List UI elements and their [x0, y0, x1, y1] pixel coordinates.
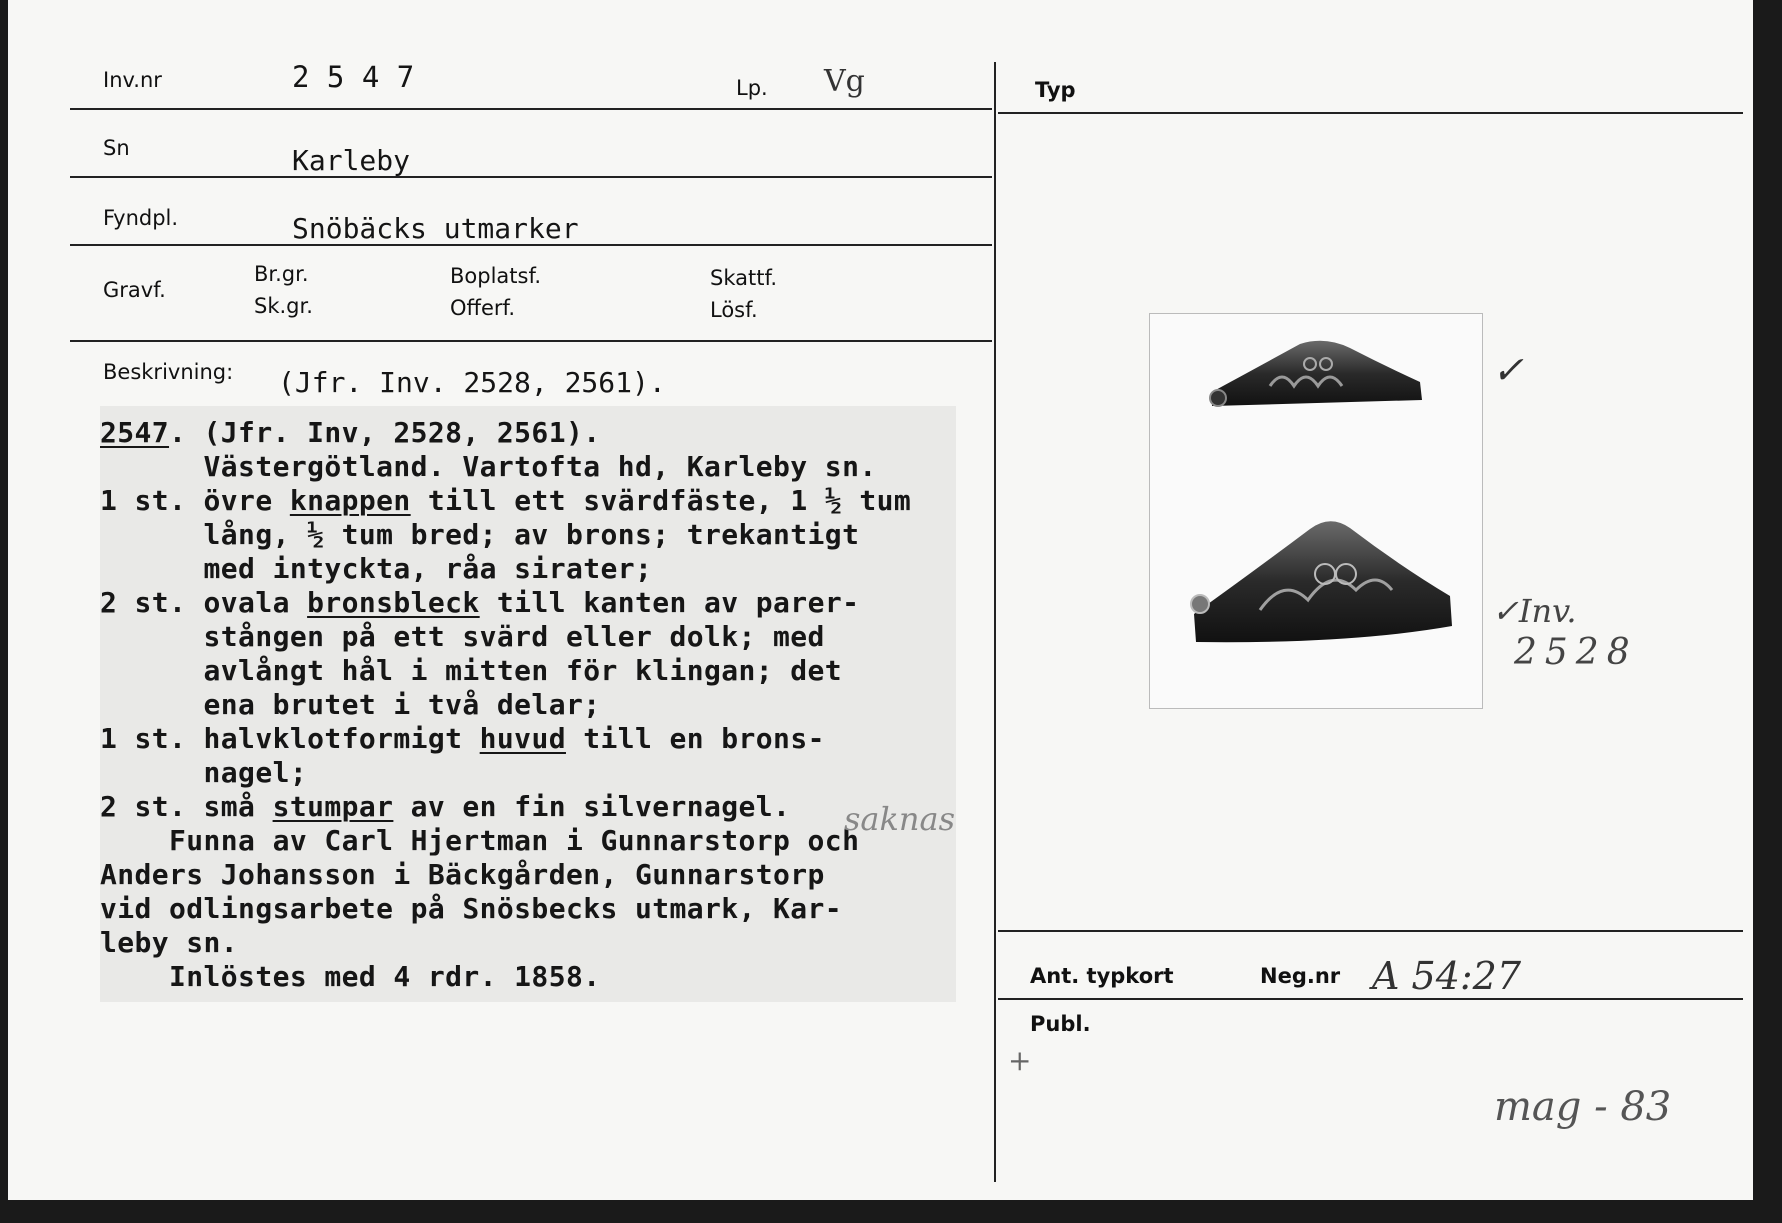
slip-line — [100, 586, 859, 619]
inv-note-line2: 2528 — [1514, 632, 1638, 673]
rule-typ — [998, 112, 1743, 114]
slip-text: av en fin silvernagel. — [393, 790, 791, 823]
beskrivning-label: Beskrivning: — [103, 360, 234, 384]
rule-inv — [70, 108, 992, 110]
negnr-value: A 54:27 — [1372, 954, 1522, 998]
slip-line: Västergötland. Vartofta hd, Karleby sn. — [100, 450, 877, 483]
slip-line — [100, 484, 911, 517]
losf-label: Lösf. — [710, 298, 758, 322]
lp-value: Vg — [824, 64, 865, 99]
slip-line: Funna av Carl Hjertman i Gunnarstorp och — [100, 824, 860, 857]
check-annotation: ✓ — [1492, 348, 1524, 392]
slip-line — [100, 722, 825, 755]
pasted-description-slip — [100, 406, 956, 1002]
slip-underlined: stumpar — [272, 790, 394, 823]
slip-text: 2 st. små — [100, 790, 273, 823]
vertical-divider — [994, 62, 996, 1182]
publ-label: Publ. — [1030, 1012, 1091, 1036]
slip-text: till kanten av parer- — [479, 586, 860, 619]
rule-publ — [998, 998, 1743, 1000]
slip-line: lång, ½ tum bred; av brons; trekantigt — [100, 518, 860, 551]
slip-text: till en brons- — [565, 722, 825, 755]
slip-line: Inlöstes med 4 rdr. 1858. — [100, 960, 601, 993]
slip-text: 1 st. övre — [100, 484, 290, 517]
ant-typkort-label: Ant. typkort — [1030, 964, 1174, 988]
slip-text: 2 st. ovala — [100, 586, 308, 619]
slip-line: Anders Johansson i Bäckgården, Gunnarstorp — [100, 858, 825, 891]
skattf-label: Skattf. — [710, 266, 777, 290]
catalog-card — [8, 0, 1753, 1200]
slip-line: vid odlingsarbete på Snösbecks utmark, Kar- — [100, 892, 843, 925]
gravf-label: Gravf. — [103, 278, 166, 302]
inv-value: 2 5 4 7 — [292, 60, 415, 94]
skgr-label: Sk.gr. — [254, 294, 313, 318]
saknas-annotation: saknas — [844, 800, 955, 838]
slip-underlined: knappen — [289, 484, 411, 517]
fyndpl-label: Fyndpl. — [103, 206, 179, 230]
slip-text: till ett svärdfäste, 1 ½ tum — [410, 484, 912, 517]
slip-text: 1 st. halvklotformigt — [100, 722, 480, 755]
rule-sn — [70, 176, 992, 178]
mag-annotation: mag - 83 — [1494, 1084, 1672, 1130]
negnr-label: Neg.nr — [1260, 964, 1341, 988]
slip-underlined: huvud — [479, 722, 566, 755]
rule-ant — [998, 930, 1743, 932]
slip-line: med intyckta, råa sirater; — [100, 552, 653, 585]
object-photo — [1150, 314, 1482, 708]
slip-line — [100, 790, 790, 823]
sword-pommel-image — [1150, 314, 1482, 708]
rule-gravf — [70, 340, 992, 342]
inv-note-line1: ✓Inv. — [1492, 592, 1577, 630]
lp-label: Lp. — [736, 76, 768, 100]
slip-line: avlångt hål i mitten för klingan; det — [100, 654, 843, 687]
slip-line: ena brutet i två delar; — [100, 688, 601, 721]
boplatsf-label: Boplatsf. — [450, 264, 542, 288]
inv-label: Inv.nr — [103, 68, 162, 92]
plus-annotation: + — [1008, 1044, 1032, 1077]
offerf-label: Offerf. — [450, 296, 516, 320]
slip-line: stången på ett svärd eller dolk; med — [100, 620, 825, 653]
slip-inv-number: 2547 — [100, 416, 170, 449]
typ-label: Typ — [1035, 78, 1076, 102]
beskrivning-value: (Jfr. Inv. 2528, 2561). — [278, 366, 666, 399]
sn-label: Sn — [103, 136, 130, 160]
sn-value: Karleby — [292, 144, 411, 177]
slip-line: leby sn. — [100, 926, 239, 959]
slip-underlined: bronsbleck — [307, 586, 480, 619]
slip-line: nagel; — [100, 756, 308, 789]
brgr-label: Br.gr. — [254, 262, 309, 286]
slip-line — [100, 416, 600, 449]
slip-text: . (Jfr. Inv, 2528, 2561). — [169, 416, 601, 449]
fyndpl-value: Snöbäcks utmarker — [292, 212, 579, 245]
